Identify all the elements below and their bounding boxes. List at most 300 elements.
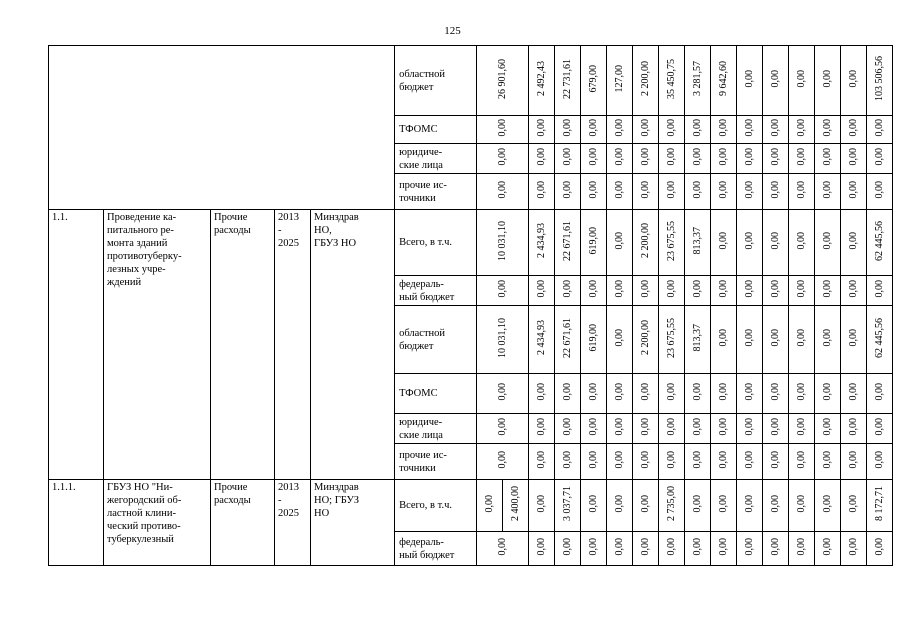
item-1-1-1-expense-type-line: расходы: [214, 495, 251, 506]
item-1-1-name-line: монта зданий: [107, 238, 168, 249]
value-cell: [555, 174, 581, 210]
value-text: 2 434,93: [536, 223, 548, 258]
value-text: 0,00: [614, 417, 626, 436]
value-cell: [477, 116, 529, 144]
item-1-1-executor-line: НО,: [314, 225, 332, 236]
value-text: 0,00: [614, 279, 626, 298]
value-cell: [607, 174, 633, 210]
item-1-1-period-line: -: [278, 225, 282, 236]
value-cell: [841, 144, 867, 174]
funding-source-line: Всего, в т.ч.: [399, 237, 452, 248]
value-cell: [763, 532, 789, 566]
value-text: 0,00: [822, 231, 834, 250]
value-text: 0,00: [770, 328, 782, 347]
funding-source-line: юридиче-: [399, 416, 443, 428]
value-text: 0,00: [796, 279, 808, 298]
value-text: 0,00: [562, 118, 574, 137]
value-cell: [633, 480, 659, 532]
value-cell: [763, 174, 789, 210]
value-text: 22 731,61: [562, 58, 574, 99]
funding-source: [395, 374, 477, 414]
value-text: 0,00: [822, 537, 834, 556]
value-text: 0,00: [822, 279, 834, 298]
table-body: [49, 46, 893, 566]
item-1-1-executor-line: ГБУЗ НО: [314, 238, 357, 249]
funding-source-line: бюджет: [399, 340, 434, 352]
value-text: 0,00: [497, 118, 509, 137]
value-text: 0,00: [822, 450, 834, 469]
value-cell: [685, 480, 711, 532]
value-text: 0,00: [796, 382, 808, 401]
value-cell: [711, 174, 737, 210]
value-cell: [867, 306, 893, 374]
value-text: 103 506,56: [874, 56, 886, 101]
value-text: 0,00: [796, 231, 808, 250]
value-cell: [477, 210, 529, 276]
value-text: 0,00: [770, 279, 782, 298]
value-text: 2 200,00: [640, 320, 652, 355]
value-cell: [529, 144, 555, 174]
value-text: 0,00: [614, 118, 626, 137]
value-cell: [555, 532, 581, 566]
item-1-1-1-expense-type: [211, 480, 275, 566]
value-text: 0,00: [822, 118, 834, 137]
funding-source-line: Всего, в т.ч.: [399, 500, 452, 511]
budget-table: [48, 45, 893, 566]
value-cell: [815, 116, 841, 144]
value-cell: [529, 414, 555, 444]
value-cell: [529, 276, 555, 306]
value-text: 0,00: [874, 118, 886, 137]
value-text: 0,00: [770, 180, 782, 199]
value-text: 10 031,10: [497, 220, 509, 261]
item-1-1-expense-type-line: расходы: [214, 225, 251, 236]
value-cell: [529, 306, 555, 374]
value-text: 0,00: [562, 537, 574, 556]
value-cell: [841, 374, 867, 414]
value-text: 0,00: [666, 417, 678, 436]
funding-source-line: ТФОМС: [399, 388, 438, 399]
value-text: 0,00: [796, 180, 808, 199]
value-cell: [763, 480, 789, 532]
value-cell: [737, 144, 763, 174]
item-1-1-1-executor: [311, 480, 395, 566]
value-text: 0,00: [497, 147, 509, 166]
value-text: 0,00: [536, 118, 548, 137]
value-text: 0,00: [848, 147, 860, 166]
value-cell: [633, 414, 659, 444]
value-text: 2 735,00: [666, 486, 678, 521]
item-1-1-1-expense-type-line: Прочие: [214, 482, 248, 493]
value-cell: [607, 144, 633, 174]
value-text: 0,00: [796, 450, 808, 469]
value-cell: [555, 306, 581, 374]
value-text: 0,00: [614, 180, 626, 199]
item-1-1-1-period-line: 2013: [278, 482, 299, 493]
value-cell: [841, 210, 867, 276]
value-cell: [711, 444, 737, 480]
value-cell: [659, 210, 685, 276]
value-text: 0,00: [744, 450, 756, 469]
value-text: 0,00: [614, 382, 626, 401]
value-text: 0,00: [822, 494, 834, 513]
value-cell: [555, 276, 581, 306]
value-cell: [555, 210, 581, 276]
value-text: 0,00: [874, 382, 886, 401]
item-1-1-1-name-line: ГБУЗ НО "Ни-: [107, 482, 173, 493]
value-text: 62 445,56: [874, 220, 886, 261]
value-cell: [815, 414, 841, 444]
value-text: 0,00: [536, 417, 548, 436]
funding-source: [395, 532, 477, 566]
value-cell: [867, 210, 893, 276]
item-1-1-period-line: 2013: [278, 212, 299, 223]
item-1-1-1-number-line: 1.1.1.: [52, 482, 76, 493]
value-cell: [815, 46, 841, 116]
value-cell: [815, 210, 841, 276]
value-text: 0,00: [640, 450, 652, 469]
value-text: 22 671,61: [562, 317, 574, 358]
funding-source-line: федераль-: [399, 278, 444, 290]
value-text: 0,00: [848, 494, 860, 513]
value-cell: [529, 480, 555, 532]
value-text: 0,00: [718, 118, 730, 137]
value-cell: [659, 174, 685, 210]
value-cell: [529, 210, 555, 276]
value-cell: [763, 306, 789, 374]
value-text: 0,00: [718, 382, 730, 401]
value-cell: [607, 414, 633, 444]
value-cell: [477, 174, 529, 210]
funding-source-line: точники: [399, 462, 436, 474]
value-text: 26 901,60: [497, 58, 509, 99]
value-text: 3 037,71: [562, 486, 574, 521]
value-text: 0,00: [692, 450, 704, 469]
value-cell: [737, 46, 763, 116]
value-cell: [789, 306, 815, 374]
value-cell: [503, 480, 529, 532]
value-text: 0,00: [666, 180, 678, 199]
value-cell: [555, 46, 581, 116]
item-1-1-number-line: 1.1.: [52, 212, 68, 223]
funding-source: [395, 414, 477, 444]
value-cell: [737, 116, 763, 144]
value-cell: [477, 46, 529, 116]
item-1-1-1-name: [104, 480, 211, 566]
value-cell: [763, 414, 789, 444]
value-cell: [555, 116, 581, 144]
value-cell: [685, 210, 711, 276]
value-text: 0,00: [848, 180, 860, 199]
value-cell: [685, 276, 711, 306]
value-cell: [867, 532, 893, 566]
value-text: 813,37: [692, 226, 704, 255]
value-cell: [737, 174, 763, 210]
value-text: 0,00: [497, 417, 509, 436]
item-1-1-expense-type: [211, 210, 275, 480]
value-text: 23 675,55: [666, 317, 678, 358]
value-cell: [685, 174, 711, 210]
value-cell: [841, 116, 867, 144]
funding-source: [395, 46, 477, 116]
value-text: 0,00: [848, 118, 860, 137]
value-cell: [789, 46, 815, 116]
value-text: 0,00: [588, 382, 600, 401]
item-1-1-name: [104, 210, 211, 480]
value-text: 0,00: [614, 494, 626, 513]
value-text: 0,00: [692, 494, 704, 513]
value-text: 0,00: [666, 537, 678, 556]
value-cell: [633, 276, 659, 306]
value-cell: [867, 276, 893, 306]
value-text: 0,00: [562, 382, 574, 401]
funding-source-line: ный бюджет: [399, 549, 455, 561]
value-cell: [763, 276, 789, 306]
value-cell: [529, 374, 555, 414]
value-text: 0,00: [614, 537, 626, 556]
continued-blank-cell: [49, 46, 395, 210]
funding-source: [395, 480, 477, 532]
value-cell: [763, 116, 789, 144]
value-cell: [607, 480, 633, 532]
value-text: 0,00: [718, 494, 730, 513]
value-cell: [607, 116, 633, 144]
value-text: 0,00: [536, 382, 548, 401]
item-1-1-1-period-line: -: [278, 495, 282, 506]
value-text: 0,00: [744, 231, 756, 250]
value-text: 0,00: [640, 180, 652, 199]
funding-source-line: бюджет: [399, 81, 434, 93]
item-1-1-name-line: лезных учре-: [107, 264, 166, 275]
value-text: 0,00: [588, 147, 600, 166]
funding-source: [395, 306, 477, 374]
value-cell: [815, 532, 841, 566]
value-cell: [607, 374, 633, 414]
value-text: 0,00: [588, 180, 600, 199]
value-text: 0,00: [718, 328, 730, 347]
funding-source-line: точники: [399, 192, 436, 204]
value-cell: [737, 414, 763, 444]
value-text: 0,00: [614, 147, 626, 166]
value-text: 0,00: [497, 382, 509, 401]
value-cell: [763, 210, 789, 276]
value-cell: [477, 414, 529, 444]
value-cell: [867, 46, 893, 116]
item-1-1-1-number: [49, 480, 104, 566]
value-text: 0,00: [770, 382, 782, 401]
value-text: 0,00: [692, 147, 704, 166]
value-text: 0,00: [666, 279, 678, 298]
value-cell: [685, 374, 711, 414]
value-text: 0,00: [536, 494, 548, 513]
value-text: 0,00: [848, 417, 860, 436]
item-1-1-expense-type-line: Прочие: [214, 212, 248, 223]
value-cell: [815, 144, 841, 174]
funding-source-line: прочие ис-: [399, 179, 447, 191]
value-cell: [789, 144, 815, 174]
value-text: 619,00: [588, 323, 600, 352]
item-1-1-1-period: [275, 480, 311, 566]
value-cell: [477, 306, 529, 374]
value-text: 0,00: [848, 537, 860, 556]
value-text: 0,00: [874, 180, 886, 199]
value-cell: [815, 374, 841, 414]
value-text: 0,00: [562, 417, 574, 436]
item-1-1-period-line: 2025: [278, 238, 299, 249]
item-1-1-1-name-line: ластной клини-: [107, 508, 176, 519]
value-cell: [789, 532, 815, 566]
value-text: 0,00: [796, 118, 808, 137]
value-text: 0,00: [744, 147, 756, 166]
value-cell: [867, 414, 893, 444]
value-cell: [737, 210, 763, 276]
value-cell: [633, 174, 659, 210]
value-text: 35 450,75: [666, 58, 678, 99]
funding-source-line: федераль-: [399, 536, 444, 548]
value-text: 22 671,61: [562, 220, 574, 261]
value-cell: [581, 414, 607, 444]
value-text: 2 434,93: [536, 320, 548, 355]
value-cell: [555, 444, 581, 480]
value-text: 0,00: [718, 147, 730, 166]
value-text: 0,00: [822, 328, 834, 347]
value-cell: [529, 532, 555, 566]
value-cell: [555, 414, 581, 444]
value-text: 0,00: [744, 537, 756, 556]
value-text: 0,00: [770, 417, 782, 436]
value-text: 3 281,57: [692, 61, 704, 96]
value-text: 62 445,56: [874, 317, 886, 358]
value-cell: [659, 276, 685, 306]
value-cell: [659, 116, 685, 144]
value-text: 0,00: [666, 382, 678, 401]
value-cell: [815, 174, 841, 210]
value-text: 10 031,10: [497, 317, 509, 358]
value-text: 0,00: [822, 417, 834, 436]
value-cell: [685, 306, 711, 374]
value-cell: [867, 444, 893, 480]
value-cell: [841, 444, 867, 480]
value-cell: [581, 46, 607, 116]
value-text: 0,00: [536, 537, 548, 556]
item-1-1-executor: [311, 210, 395, 480]
value-text: 0,00: [484, 494, 496, 513]
value-text: 0,00: [640, 118, 652, 137]
value-cell: [737, 374, 763, 414]
item-1-1-1-name-line: ческий противо-: [107, 521, 181, 532]
value-text: 0,00: [770, 494, 782, 513]
value-cell: [789, 444, 815, 480]
value-text: 0,00: [744, 494, 756, 513]
value-text: 0,00: [770, 69, 782, 88]
value-cell: [529, 444, 555, 480]
item-1-1-name-line: питального ре-: [107, 225, 174, 236]
value-cell: [685, 46, 711, 116]
value-text: 0,00: [692, 118, 704, 137]
value-cell: [581, 276, 607, 306]
value-text: 0,00: [770, 537, 782, 556]
value-text: 0,00: [796, 417, 808, 436]
value-cell: [477, 374, 529, 414]
value-cell: [659, 306, 685, 374]
value-text: 2 200,00: [640, 223, 652, 258]
value-text: 0,00: [848, 382, 860, 401]
value-cell: [789, 174, 815, 210]
value-text: 0,00: [744, 180, 756, 199]
value-text: 0,00: [497, 180, 509, 199]
value-text: 0,00: [588, 279, 600, 298]
value-text: 0,00: [718, 279, 730, 298]
value-text: 0,00: [562, 279, 574, 298]
value-text: 127,00: [614, 64, 626, 93]
funding-source: [395, 174, 477, 210]
value-text: 0,00: [770, 118, 782, 137]
value-cell: [477, 532, 529, 566]
value-cell: [581, 144, 607, 174]
value-cell: [633, 46, 659, 116]
value-cell: [789, 276, 815, 306]
value-cell: [789, 480, 815, 532]
value-cell: [867, 116, 893, 144]
value-cell: [711, 210, 737, 276]
value-text: 2 400,00: [510, 486, 522, 521]
value-cell: [529, 116, 555, 144]
value-text: 0,00: [536, 147, 548, 166]
table-row: [49, 480, 893, 532]
value-text: 0,00: [536, 180, 548, 199]
value-cell: [659, 144, 685, 174]
funding-source: [395, 116, 477, 144]
funding-source-line: областной: [399, 68, 446, 80]
funding-source-line: прочие ис-: [399, 449, 447, 461]
value-cell: [789, 116, 815, 144]
value-text: 813,37: [692, 323, 704, 352]
value-text: 0,00: [848, 69, 860, 88]
value-text: 0,00: [666, 118, 678, 137]
value-text: 0,00: [796, 69, 808, 88]
value-cell: [659, 46, 685, 116]
value-text: 0,00: [744, 382, 756, 401]
value-cell: [711, 414, 737, 444]
value-cell: [867, 144, 893, 174]
value-text: 0,00: [692, 279, 704, 298]
value-cell: [815, 306, 841, 374]
value-cell: [581, 532, 607, 566]
funding-source-line: ские лица: [399, 429, 443, 441]
value-text: 0,00: [744, 69, 756, 88]
value-cell: [763, 374, 789, 414]
value-text: 0,00: [770, 231, 782, 250]
value-cell: [867, 174, 893, 210]
value-text: 0,00: [796, 494, 808, 513]
value-text: 0,00: [640, 279, 652, 298]
value-cell: [789, 210, 815, 276]
value-cell: [711, 532, 737, 566]
value-cell: [685, 116, 711, 144]
value-cell: [711, 144, 737, 174]
value-cell: [581, 306, 607, 374]
value-cell: [633, 444, 659, 480]
value-text: 0,00: [666, 450, 678, 469]
value-text: 0,00: [562, 147, 574, 166]
value-cell: [841, 46, 867, 116]
item-1-1-1-executor-line: Минздрав: [314, 482, 359, 493]
value-cell: [555, 480, 581, 532]
value-text: 619,00: [588, 226, 600, 255]
value-cell: [633, 116, 659, 144]
value-cell: [815, 444, 841, 480]
value-text: 0,00: [692, 537, 704, 556]
